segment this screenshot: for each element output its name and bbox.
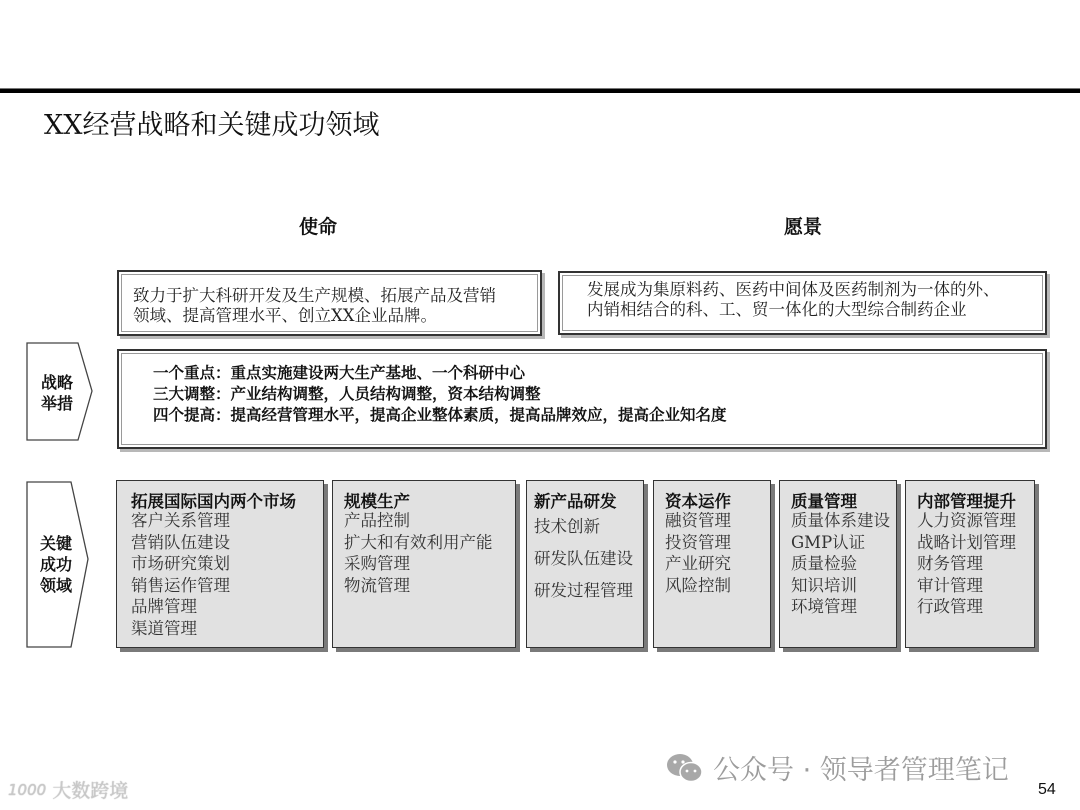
page-title: XX经营战略和关键成功领域 <box>44 110 380 141</box>
mission-line: 致力于扩大科研开发及生产规模、拓展产品及营销 <box>133 286 496 305</box>
mission-text <box>133 286 496 326</box>
vision-line: 发展成为集原料药、医药中间体及医药制剂为一体的外、 <box>587 280 1000 299</box>
ksf-item: 知识培训 <box>791 575 857 595</box>
brand-logo-mark: 1000 <box>8 780 47 799</box>
brand-logo-text: 大数跨境 <box>52 780 129 802</box>
ksf-item: 采购管理 <box>344 554 410 573</box>
strategy-label-text <box>26 372 88 414</box>
ksf-item: 扩大和有效利用产能 <box>344 532 493 552</box>
ksf-box-title: 新产品研发 <box>534 492 617 511</box>
ksf-item: 质量体系建设 <box>791 511 890 530</box>
ksf-item: 人力资源管理 <box>917 511 1016 530</box>
wechat-watermark-text: 公众号 · 领导者管理笔记 <box>713 755 1009 786</box>
ksf-item: GMP认证 <box>791 532 866 552</box>
vision-line: 内销相结合的科、工、贸一体化的大型综合制药企业 <box>587 300 967 319</box>
ksf-item: 审计管理 <box>917 575 983 595</box>
ksf-item: 研发过程管理 <box>534 581 633 600</box>
ksf-item: 客户关系管理 <box>131 511 230 530</box>
wechat-icon <box>665 752 705 784</box>
ksf-item: 行政管理 <box>917 597 983 616</box>
ksf-item: 战略计划管理 <box>917 532 1016 552</box>
strategy-arrow-label <box>26 342 96 442</box>
ksf-label-line: 成功 <box>39 555 72 574</box>
ksf-item: 融资管理 <box>665 511 731 530</box>
ksf-box-title: 质量管理 <box>791 492 857 511</box>
mission-box <box>117 270 542 336</box>
vision-text <box>587 280 1000 320</box>
ksf-box-title: 资本运作 <box>665 492 731 511</box>
ksf-item: 渠道管理 <box>131 618 197 638</box>
ksf-item: 产品控制 <box>344 511 410 530</box>
strategy-line-focus: 一个重点：重点实施建设两大生产基地、一个科研中心 <box>153 364 526 382</box>
ksf-box-market <box>116 480 324 648</box>
ksf-box-capital <box>653 480 771 648</box>
ksf-item-list <box>534 511 633 607</box>
strategy-box <box>117 349 1047 449</box>
ksf-item: 风险控制 <box>665 575 731 595</box>
ksf-item: 研发队伍建设 <box>534 549 633 568</box>
ksf-item: 品牌管理 <box>131 597 197 616</box>
ksf-item: 营销队伍建设 <box>131 532 230 552</box>
mission-line: 领域、提高管理水平、创立XX企业品牌。 <box>133 306 437 325</box>
ksf-item-list <box>917 510 1016 618</box>
vision-box <box>558 271 1047 335</box>
ksf-item-list <box>665 510 731 596</box>
ksf-box-quality <box>779 480 897 648</box>
ksf-box-title: 拓展国际国内两个市场 <box>131 492 296 511</box>
mission-heading: 使命 <box>299 216 338 238</box>
ksf-item: 质量检验 <box>791 554 857 573</box>
ksf-label-line: 关键 <box>39 534 72 553</box>
ksf-item-list <box>344 510 493 596</box>
ksf-item-list <box>791 510 890 618</box>
wechat-watermark <box>665 748 1009 787</box>
ksf-item: 市场研究策划 <box>131 554 230 573</box>
ksf-box-production <box>332 480 516 648</box>
ksf-label-text <box>26 533 86 596</box>
vision-heading: 愿景 <box>784 216 823 238</box>
strategy-lines <box>153 363 727 426</box>
ksf-item: 环境管理 <box>791 597 857 616</box>
brand-watermark <box>8 776 128 803</box>
ksf-item: 技术创新 <box>534 517 600 536</box>
ksf-box-title: 内部管理提升 <box>917 492 1016 511</box>
ksf-item: 投资管理 <box>665 532 731 552</box>
ksf-box-internal-mgmt <box>905 480 1035 648</box>
ksf-arrow-label <box>26 481 96 649</box>
ksf-item-list <box>131 510 230 639</box>
top-divider-rule <box>0 88 1080 93</box>
strategy-label-line: 举措 <box>40 394 73 413</box>
strategy-label-line: 战略 <box>40 373 73 392</box>
ksf-item: 财务管理 <box>917 554 983 573</box>
page-number: 54 <box>1038 781 1056 798</box>
strategy-line-improvements: 四个提高：提高经营管理水平，提高企业整体素质，提高品牌效应，提高企业知名度 <box>153 406 727 424</box>
ksf-item: 物流管理 <box>344 575 410 595</box>
ksf-label-line: 领域 <box>39 576 72 595</box>
ksf-item: 产业研究 <box>665 554 731 573</box>
ksf-box-rnd <box>526 480 644 648</box>
ksf-box-title: 规模生产 <box>344 492 410 511</box>
strategy-line-adjustments: 三大调整：产业结构调整，人员结构调整，资本结构调整 <box>153 385 541 403</box>
ksf-item: 销售运作管理 <box>131 575 230 595</box>
